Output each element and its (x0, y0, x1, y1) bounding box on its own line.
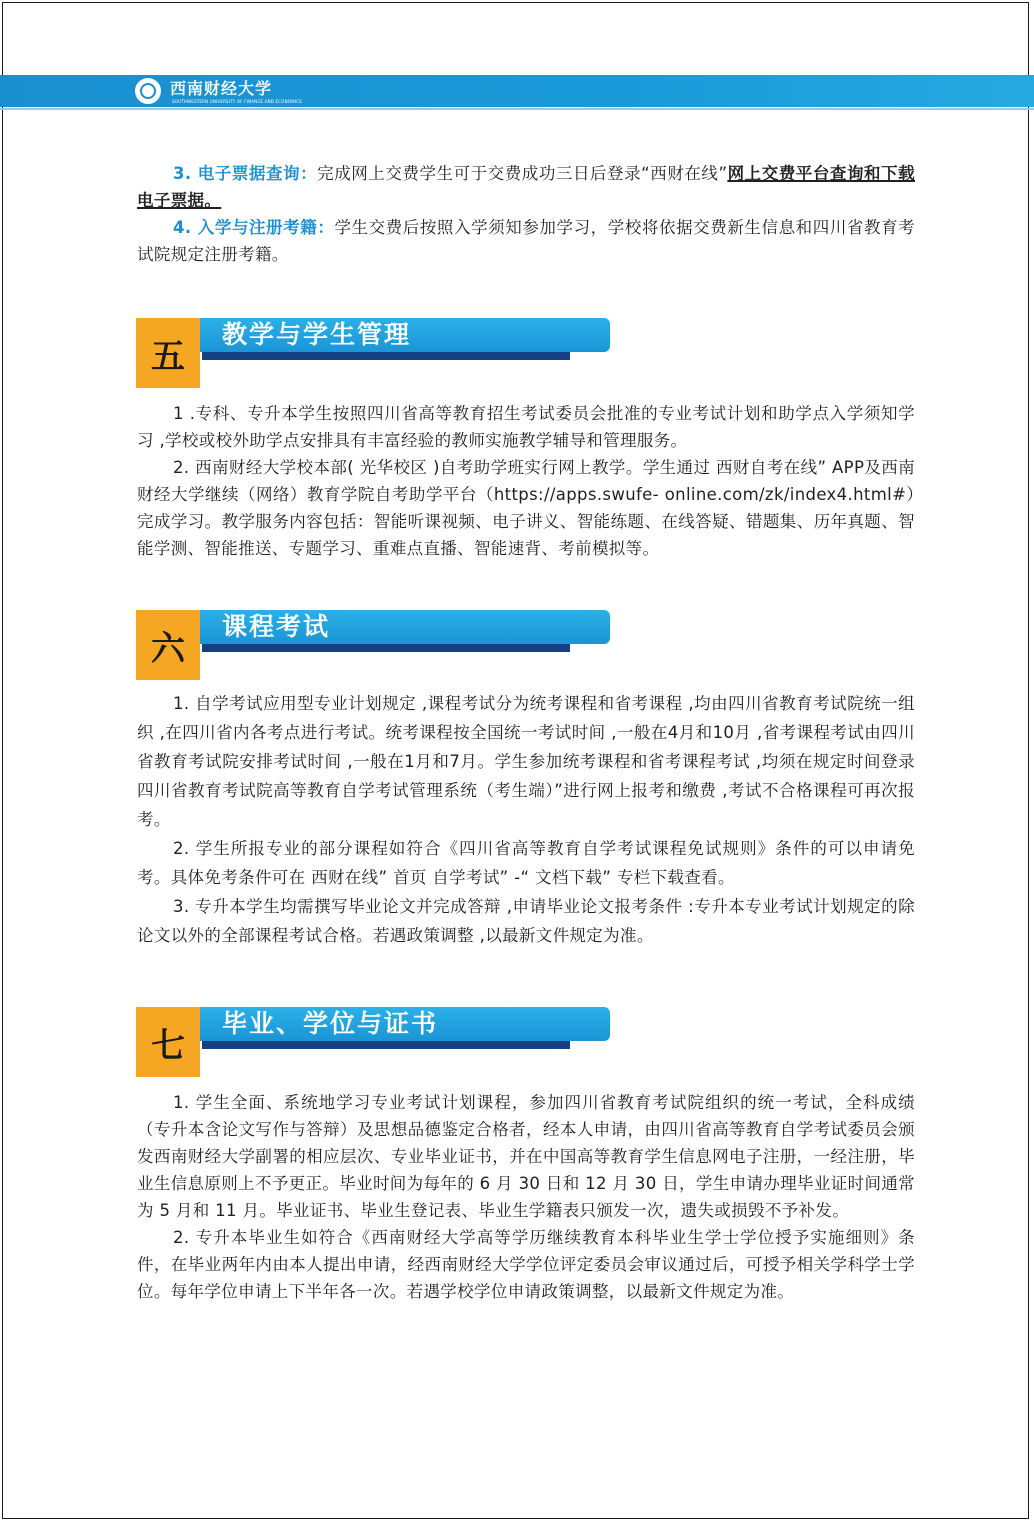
section-6-paragraph-2: 2. 学生所报专业的部分课程如符合《四川省高等教育自学考试课程免试规则》条件的可以申请免考。具体免考条件可在 西财在线” 首页 自学考试” -“ 文档下载” 专栏下载查看。 (137, 839, 915, 887)
section-6-paragraph-3: 3. 专升本学生均需撰写毕业论文并完成答辩 ,申请毕业论文报考条件 :专升本专业考试计划规定的除论文以外的全部课程考试合格。若遇政策调整 ,以最新文件规定为准。 (137, 897, 915, 945)
section-5-title: 教学与学生管理 (222, 320, 412, 349)
intro-item-3 (137, 160, 915, 214)
intro-item-4-label: 4. 入学与注册考籍： (173, 218, 335, 237)
section-5-number-box (136, 318, 200, 388)
intro-item-3-text: 完成网上交费学生可于交费成功三日后登录“西财在线” (317, 164, 728, 183)
section-5-paragraph-1: 1 .专科、专升本学生按照四川省高等教育招生考试委员会批准的专业考试计划和助学点入学须知学习 ,学校或校外助学点安排具有丰富经验的教师实施教学辅导和管理服务。 (137, 404, 915, 450)
section-5-paragraph-2: 2. 西南财经大学校本部( 光华校区 )自考助学班实行网上教学。学生通过 西财自考在线” APP及西南财经大学继续（网络）教育学院自考助学平台（https://apps.swufe- online.com/zk/index4.html#）完成学习。教学服务内容包括：智能听课视频、电子讲义、智能练题、在线答疑、错题集、历年真题、智能学测、智能推送、专题学习、重难点直播、智能速背、考前模拟等。 (137, 458, 915, 558)
section-7-paragraph-1: 1. 学生全面、系统地学习专业考试计划课程，参加四川省教育考试院组织的统一考试，全科成绩（专升本含论文写作与答辩）及思想品德鉴定合格者，经本人申请，由四川省高等教育自学考试委员会颁发西南财经大学副署的相应层次、专业毕业证书，并在中国高等教育学生信息网电子注册，一经注册，毕业生信息原则上不予更正。毕业时间为每年的 6 月 30 日和 12 月 30 日，学生申请办理毕业证时间通常为 5 月和 11 月。毕业证书、毕业生登记表、毕业生学籍表只颁发一次，遗失或损毁不予补发。 (137, 1093, 915, 1220)
section-5-body (137, 400, 915, 562)
section-6-paragraph-1: 1. 自学考试应用型专业计划规定 ,课程考试分为统考课程和省考课程 ,均由四川省教育考试院统一组织 ,在四川省内各考点进行考试。统考课程按全国统一考试时间 ,一般在4月和10月 ,省考课程考试由四川省教育考试院安排考试时间 ,一般在1月和7月。学生参加统考课程和省考课程考试 ,均须在规定时间登录 四川省教育考试院高等教育自学考试管理系统（考生端）”进行网上报考和缴费 ,考试不合格课程可再次报考。 (137, 694, 915, 829)
section-6-body (137, 689, 915, 950)
section-7-body (137, 1089, 915, 1305)
intro-item-3-emph-a: 网上交费平台 (727, 164, 830, 183)
section-7-title: 毕业、学位与证书 (222, 1009, 439, 1038)
section-6-number: 六 (151, 628, 185, 669)
university-name-en: SOUTHWESTERN UNIVERSITY OF FINANCE AND ECONOMICS (172, 99, 302, 104)
university-name: 西南财经大学 (170, 79, 273, 98)
section-7-number-box (136, 1007, 200, 1077)
intro-item-4-text: 学生交费后按照入学须知参加学习，学校将依据交费新生信息和四川省教育考试院规定注册考籍。 (137, 218, 915, 264)
section-7-paragraph-2: 2. 专升本毕业生如符合《西南财经大学高等学历继续教育本科毕业生学士学位授予实施细则》条件，在毕业两年内由本人提出申请，经西南财经大学学位评定委员会审议通过后，可授予相关学科学士学位。每年学位申请上下半年各一次。若遇学校学位申请政策调整，以最新文件规定为准。 (137, 1228, 915, 1301)
section-5-number: 五 (151, 336, 185, 377)
intro-item-3-emph-b: 查询和下载电子票据。 (137, 164, 915, 210)
section-5-header (136, 318, 612, 388)
section-6-title: 课程考试 (222, 612, 331, 641)
section-7-number: 七 (151, 1025, 185, 1066)
section-6-number-box (136, 610, 200, 680)
intro-block (137, 160, 915, 268)
intro-item-4 (137, 214, 915, 268)
section-6-header (136, 610, 612, 680)
section-7-header (136, 1007, 612, 1077)
university-seal-icon (133, 76, 163, 106)
intro-item-3-label: 3. 电子票据查询： (173, 164, 318, 183)
